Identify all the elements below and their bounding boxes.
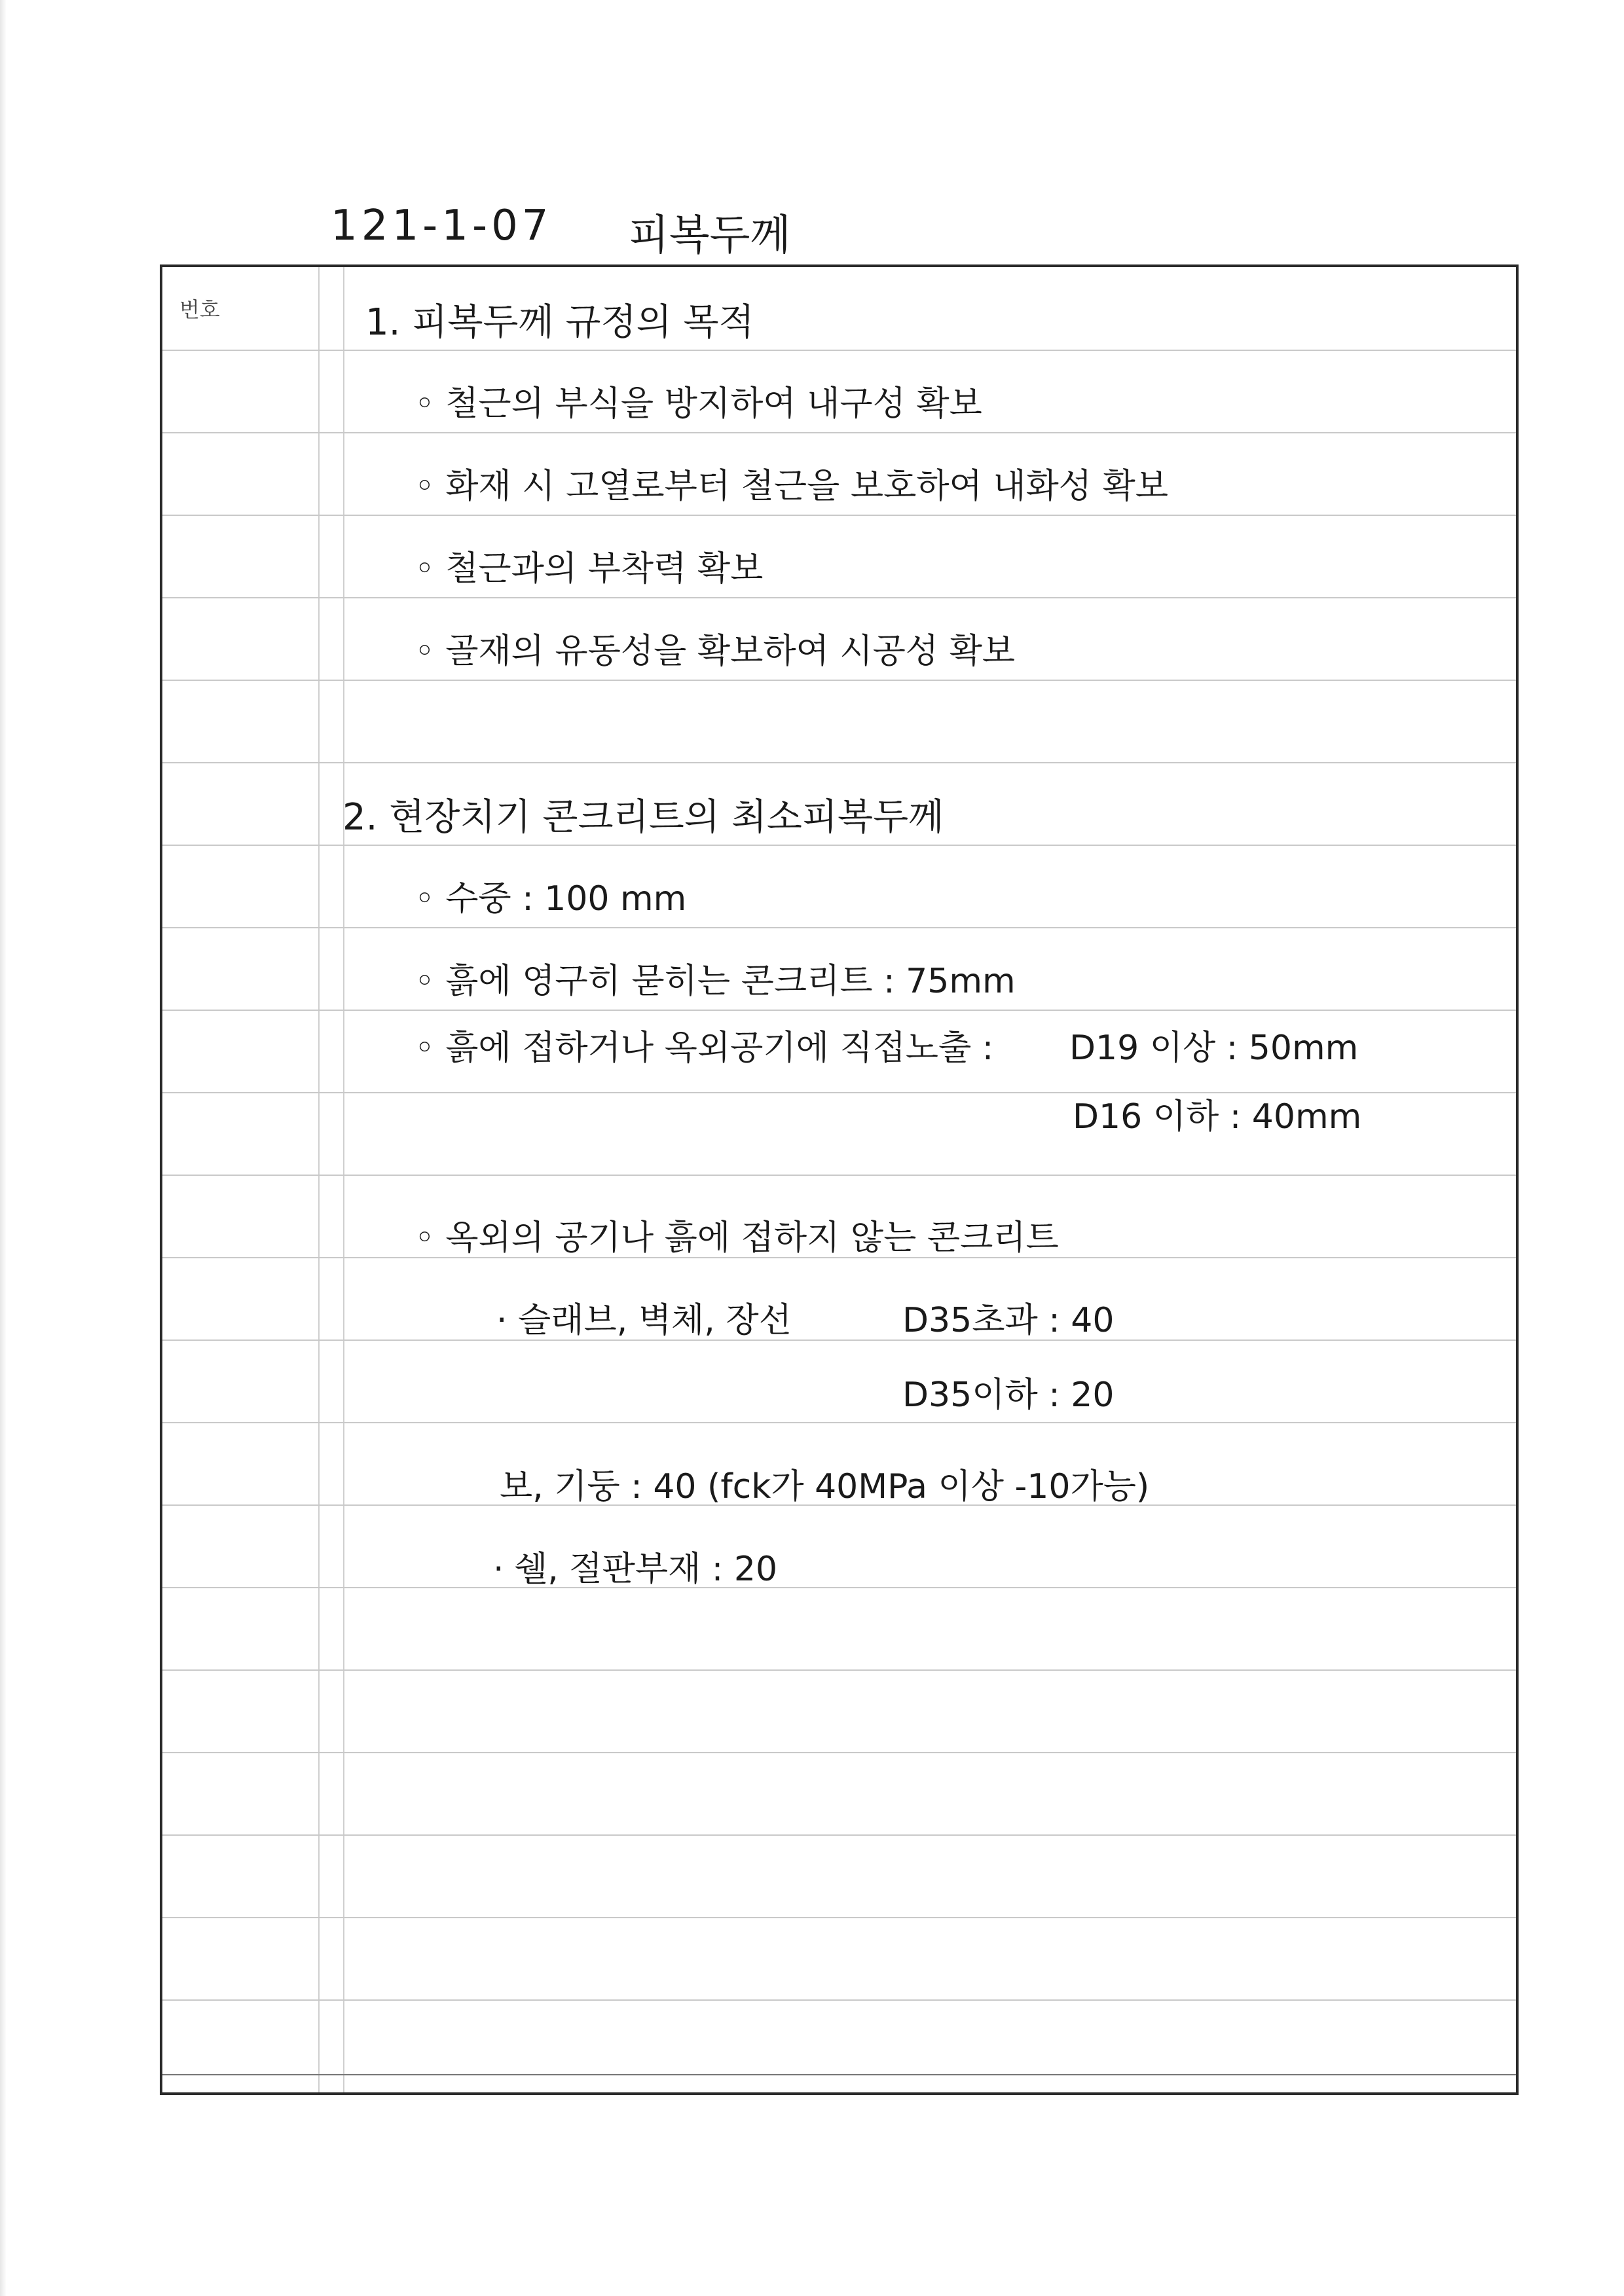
section-2-heading: 2. 현장치기 콘크리트의 최소피복두께 xyxy=(342,796,944,839)
ruled-line xyxy=(162,1587,1516,1588)
ruled-line xyxy=(162,350,1516,351)
ruled-line xyxy=(162,1999,1516,2001)
ruled-line xyxy=(162,1422,1516,1423)
cover-item: ◦ 흙에 영구히 묻히는 콘크리트 : 75mm xyxy=(415,962,1016,1001)
cover-value: D16 이하 : 40mm xyxy=(1073,1097,1362,1137)
ruled-line xyxy=(162,762,1516,763)
cover-value: D19 이상 : 50mm xyxy=(1069,1029,1359,1068)
cover-value: D35초과 : 40 xyxy=(902,1301,1115,1340)
purpose-item: ◦ 철근과의 부착력 확보 xyxy=(415,549,764,589)
ruled-line xyxy=(162,1339,1516,1341)
ruled-line xyxy=(162,597,1516,598)
ruled-line xyxy=(162,1175,1516,1176)
ruled-line xyxy=(162,1669,1516,1671)
cover-subitem: · 슬래브, 벽체, 장선 xyxy=(496,1301,792,1340)
ruled-line xyxy=(162,927,1516,928)
cover-value: D35이하 : 20 xyxy=(902,1376,1115,1415)
ruled-line xyxy=(162,680,1516,681)
lined-answer-box xyxy=(160,264,1519,2095)
ruled-line xyxy=(162,1010,1516,1011)
question-title: 피복두께 xyxy=(629,211,791,260)
bottom-border-band xyxy=(162,2074,1516,2092)
cover-item: ◦ 수중 : 100 mm xyxy=(415,879,687,919)
purpose-item: ◦ 철근의 부식을 방지하여 내구성 확보 xyxy=(415,384,982,424)
question-number: 121-1-07 xyxy=(331,202,553,250)
purpose-item: ◦ 화재 시 고열로부터 철근을 보호하여 내화성 확보 xyxy=(415,467,1169,506)
scan-shadow xyxy=(0,0,7,2296)
ruled-line xyxy=(162,845,1516,846)
purpose-item: ◦ 골재의 유동성을 확보하여 시공성 확보 xyxy=(415,632,1016,671)
cover-item: ◦ 옥외의 공기나 흙에 접하지 않는 콘크리트 xyxy=(415,1218,1059,1258)
ruled-line xyxy=(162,1834,1516,1836)
ruled-line xyxy=(162,432,1516,433)
number-column-rule xyxy=(318,267,320,2092)
cover-item: ◦ 흙에 접하거나 옥외공기에 직접노출 : xyxy=(415,1029,994,1068)
ruled-line xyxy=(162,1917,1516,1918)
section-1-heading: 1. 피복두께 규정의 목적 xyxy=(365,301,754,344)
ruled-line xyxy=(162,515,1516,516)
cover-subitem: · 쉘, 절판부재 : 20 xyxy=(493,1550,778,1589)
cover-subitem: 보, 기둥 : 40 (fck가 40MPa 이상 -10가능) xyxy=(500,1467,1150,1506)
margin-rule xyxy=(343,267,344,2092)
ruled-line xyxy=(162,1752,1516,1753)
number-column-label: 번호 xyxy=(179,297,220,322)
